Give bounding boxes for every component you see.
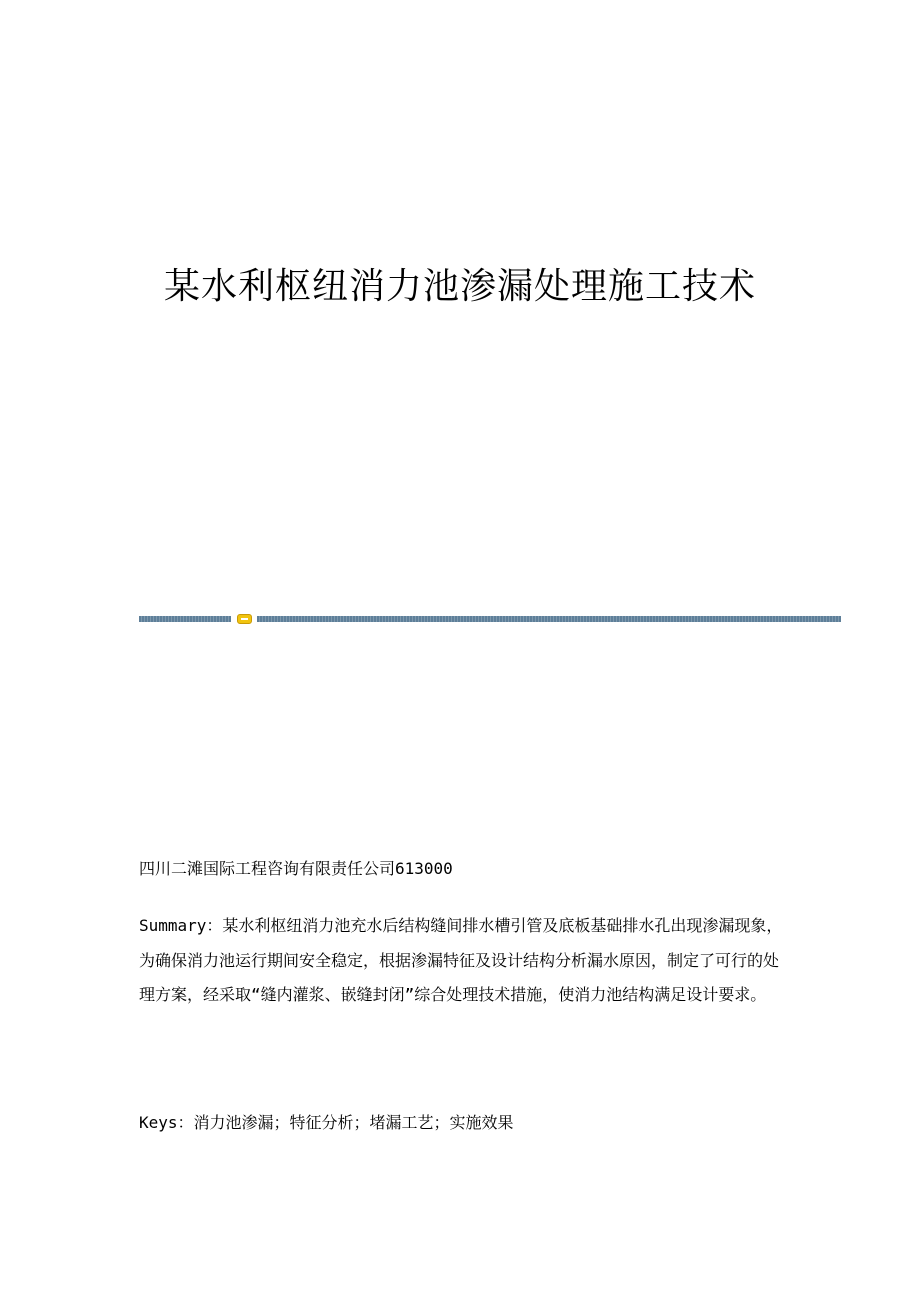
divider-ornament-icon xyxy=(237,614,252,624)
summary-paragraph: Summary：某水利枢纽消力池充水后结构缝间排水槽引管及底板基础排水孔出现渗漏现象，为确保消力池运行期间安全稳定，根据渗漏特征及设计结构分析漏水原因，制定了可行的处理方案，经采取“缝内灌浆、嵌缝封闭”综合处理技术措施，使消力池结构满足设计要求。 xyxy=(139,916,783,1004)
title-divider xyxy=(139,613,841,625)
keywords-line: Keys：消力池渗漏；特征分析；堵漏工艺；实施效果 xyxy=(139,1113,514,1132)
divider-bar-right xyxy=(257,616,841,622)
document-title: 某水利枢纽消力池渗漏处理施工技术 xyxy=(163,266,756,307)
author-affiliation: 四川二滩国际工程咨询有限责任公司613000 xyxy=(139,859,453,878)
divider-bar-left xyxy=(139,616,231,622)
